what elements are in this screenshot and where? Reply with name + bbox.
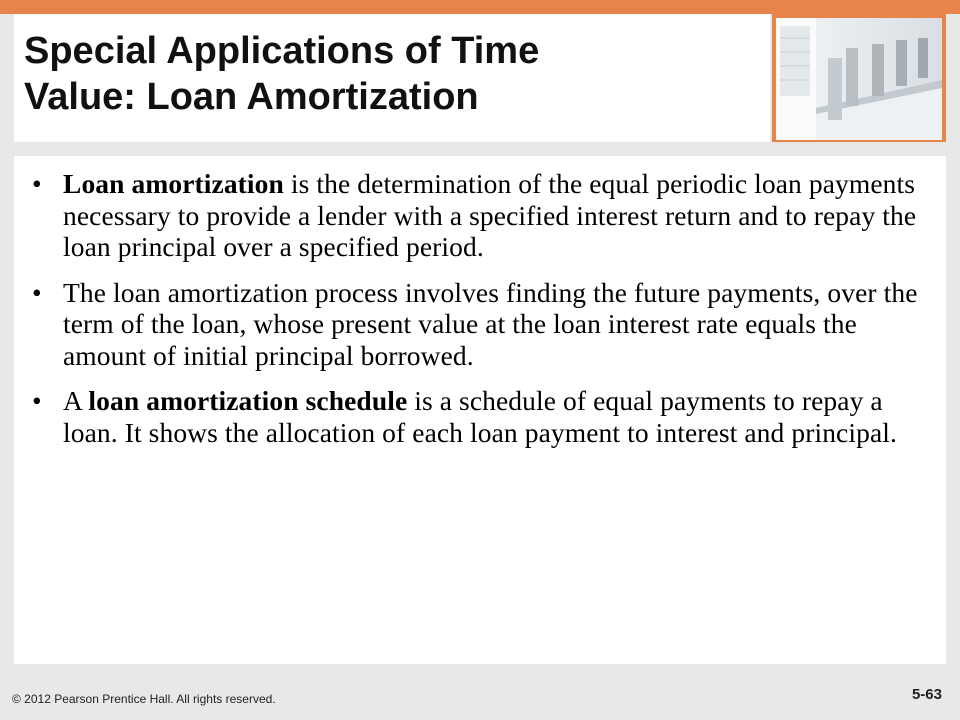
- bullet-list: [32, 168, 932, 462]
- bullet-term: loan amortization schedule: [88, 385, 408, 416]
- bullet-item: [32, 385, 932, 448]
- bullet-item: [32, 168, 932, 263]
- content-panel: [14, 156, 946, 664]
- bullet-item: [32, 277, 932, 372]
- slide-title-line-1: Special Applications of Time: [24, 30, 540, 72]
- bullet-dot-icon: •: [32, 385, 42, 416]
- slide-title: [24, 28, 539, 120]
- header-photo: [772, 14, 946, 142]
- page-number: 5-63: [911, 686, 942, 703]
- bullet-text: The loan amortization process involves finding the future payments, over the term of the loan, whose present value at the loan interest rate equals the amount of initial principal borrowed.: [63, 276, 918, 371]
- bullet-text: is the determination of the equal periodic loan payments necessary to provide a lender with a specified interest return and to repay the loan principal over a specified period.: [63, 168, 917, 262]
- bullet-prefix: A: [63, 385, 89, 416]
- title-panel: [14, 14, 770, 142]
- top-accent-bar: [0, 0, 960, 14]
- bullet-dot-icon: •: [32, 168, 42, 199]
- bullet-text: is a schedule of equal payments to repay a loan. It shows the allocation of each loan payment to interest and principal.: [63, 385, 897, 448]
- bullet-dot-icon: •: [32, 276, 42, 308]
- bullet-term: Loan amortization: [63, 168, 284, 199]
- copyright-footer: © 2012 Pearson Prentice Hall. All rights reserved.: [12, 692, 276, 706]
- conference-room-image: [776, 18, 942, 140]
- slide-title-line-2: Value: Loan Amortization: [24, 76, 479, 118]
